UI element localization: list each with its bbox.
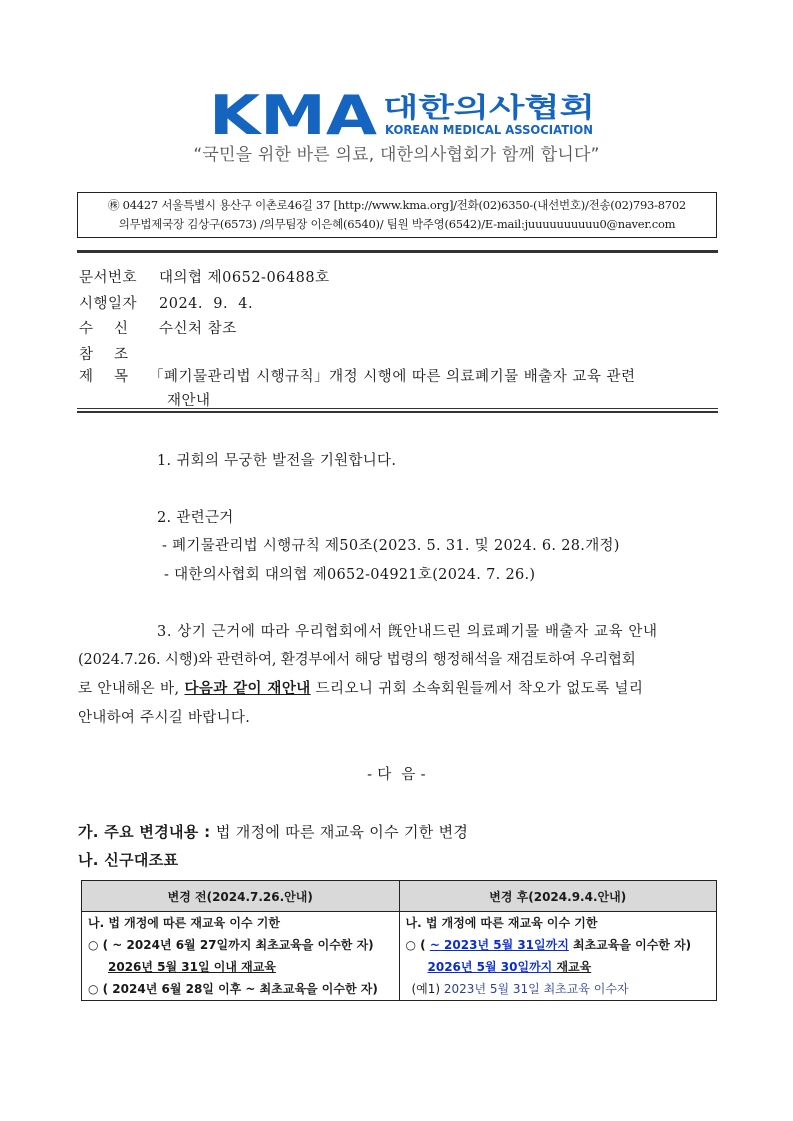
logo-org-name-ko: 대한의사협회: [383, 93, 540, 124]
paragraph-3-line-3-a: 로 안내해온 바,: [78, 681, 185, 697]
after-line-2: [406, 956, 711, 978]
section-b-title: 나. 신구대조표: [78, 851, 179, 869]
reference-row: [79, 345, 719, 365]
paragraph-3-line-1: 3. 상기 근거에 따라 우리협회에서 旣안내드린 의료폐기물 배출자 교육 안내: [157, 624, 658, 640]
doc-number-value: 대의협 제0652-06488호: [159, 270, 330, 286]
table-header-after: 변경 후(2024.9.4.안내): [399, 881, 717, 912]
date-label: 시행일자: [79, 296, 138, 312]
after-line-1-c: 최초교육을 이수한 자): [568, 938, 692, 952]
after-line-1-deadline: ~ 2023년 5월 31일까지: [429, 938, 569, 952]
paragraph-2-item-2: - 대한의사협회 대의협 제0652-04921호(2024. 7. 26.): [164, 567, 536, 583]
reference-label: 참 조: [79, 347, 129, 363]
re-notice-emphasis: 다음과 같이 재안내: [184, 681, 311, 697]
before-title: 나. 법 개정에 따른 재교육 이수 기한: [88, 916, 280, 930]
subject-label: 제 목: [79, 369, 129, 385]
doc-number-label: 문서번호: [79, 270, 138, 286]
before-line-3: ○ ( 2024년 6월 28일 이후 ~ 최초교육을 이수한 자): [88, 982, 378, 996]
paragraph-3-line-4: 안내하여 주시길 바랍니다.: [78, 710, 251, 726]
after-line-1-a: ○ (: [405, 938, 430, 952]
after-line-2-deadline: 2026년 5월 30일까지: [427, 960, 553, 974]
paragraph-3-line-2: (2024.7.26. 시행)와 관련하여, 환경부에서 해당 법령의 행정해석을 재검토하여 우리협회: [78, 652, 636, 668]
recipient-label: 수 신: [79, 321, 129, 337]
center-heading: - 다 음 -: [367, 767, 426, 783]
table-cell-before: [82, 912, 400, 1001]
contact-line-address: ㊑ 04427 서울특별시 용산구 이촌로46길 37 [http://www.kma.org]/전화(02)6350-(내선번호)/전송(02)793-8702: [108, 198, 686, 212]
kma-logo: [209, 90, 599, 138]
before-line-1: ○ ( ~ 2024년 6월 27일까지 최초교육을 이수한 자): [88, 938, 374, 952]
after-line-3-a: (예1): [411, 982, 444, 996]
doc-number-row: [79, 268, 719, 288]
section-a: [78, 821, 468, 842]
before-line-2: 2026년 5월 31일 이내 재교육: [108, 960, 276, 974]
table-cell-after: [399, 912, 717, 1001]
logo-kma-text: KMA: [209, 90, 378, 138]
slogan: “국민을 위한 바른 의료, 대한의사협회가 함께 합니다”: [193, 145, 600, 165]
after-line-3-example: 2023년 5월 31일 최초교육 이수자: [443, 982, 629, 996]
recipient-value: 수신처 참조: [159, 321, 237, 337]
paragraph-1: 1. 귀회의 무궁한 발전을 기원합니다.: [157, 453, 397, 469]
subject-row: [79, 367, 719, 407]
recipient-row: [79, 319, 719, 339]
subject-line-1: 「폐기물관리법 시행규칙」개정 시행에 따른 의료폐기물 배출자 교육 관련: [149, 369, 636, 385]
after-title: 나. 법 개정에 따른 재교육 이수 기한: [405, 916, 598, 930]
section-a-title: 가. 주요 변경내용 :: [78, 823, 216, 841]
contact-box: [77, 192, 717, 238]
date-row: [79, 294, 719, 314]
after-line-3: [406, 978, 711, 1000]
table-header-before: 변경 전(2024.7.26.안내): [82, 881, 400, 912]
section-a-text: 법 개정에 따른 재교육 이수 기한 변경: [215, 823, 469, 841]
header-divider: [77, 250, 718, 253]
meta-divider: [77, 408, 718, 413]
after-line-2-b: 재교육: [552, 960, 592, 974]
paragraph-3-line-3: [78, 677, 643, 698]
subject-line-2: 재안내: [167, 393, 211, 409]
paragraph-2-title: 2. 관련근거: [157, 510, 234, 526]
date-value: 2024. 9. 4.: [159, 296, 254, 312]
logo-org-name-en: KOREAN MEDICAL ASSOCIATION: [385, 123, 593, 137]
contact-line-staff: 의무법제국장 김상구(6573) /의무팀장 이은혜(6540)/ 팀원 박주영(6542)/E-mail:juuuuuuuuuu0@naver.com: [118, 217, 676, 231]
paragraph-3-line-3-c: 드리오니 귀회 소속회원들께서 착오가 없도록 널리: [310, 681, 644, 697]
paragraph-2-item-1: - 폐기물관리법 시행규칙 제50조(2023. 5. 31. 및 2024. 6. 28.개정): [162, 538, 620, 554]
comparison-table: [81, 880, 717, 1001]
after-line-1: [406, 934, 711, 956]
